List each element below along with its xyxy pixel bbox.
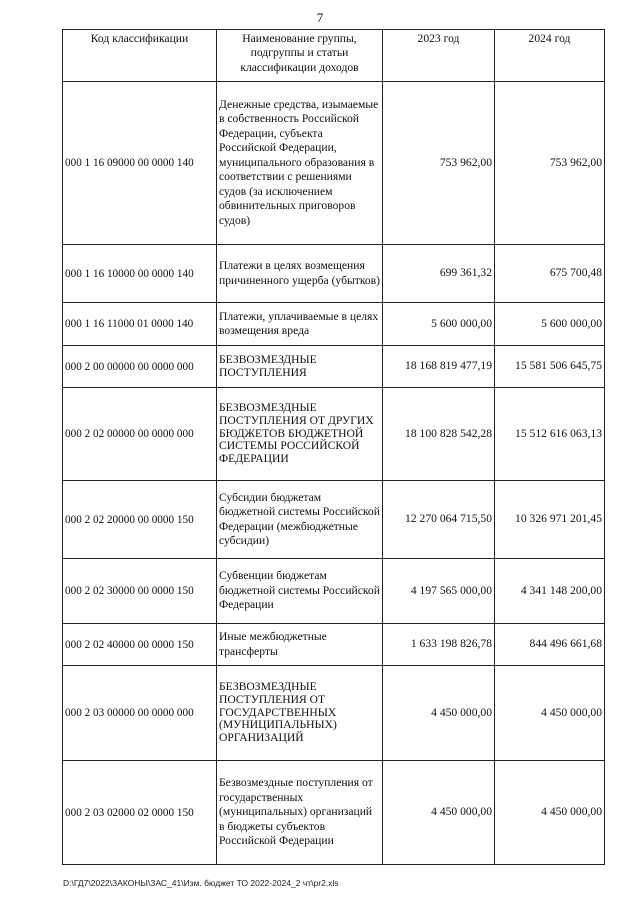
row-code: 000 1 16 10000 00 0000 140 — [63, 245, 217, 303]
revenue-table — [62, 29, 605, 865]
row-value-2023: 5 600 000,00 — [383, 303, 495, 346]
row-value-2024: 10 326 971 201,45 — [495, 481, 605, 559]
page-number: 7 — [316, 10, 324, 25]
row-value-2024: 15 512 616 063,13 — [495, 388, 605, 481]
row-value-2023: 4 197 565 000,00 — [383, 559, 495, 624]
row-code: 000 1 16 11000 01 0000 140 — [63, 303, 217, 346]
table-row — [63, 761, 605, 865]
row-code: 000 2 03 02000 02 0000 150 — [63, 761, 217, 865]
header-code: Код классификации — [63, 30, 217, 82]
row-name: Безвозмездные поступления от государственных (муниципальных) организаций в бюджеты субъектов Российской Федерации — [217, 761, 383, 865]
row-value-2024: 5 600 000,00 — [495, 303, 605, 346]
header-name: Наименование группы, подгруппы и статьи классификации доходов — [217, 30, 383, 82]
row-value-2023: 1 633 198 826,78 — [383, 624, 495, 666]
table-row — [63, 245, 605, 303]
row-code: 000 1 16 09000 00 0000 140 — [63, 82, 217, 245]
row-value-2024: 753 962,00 — [495, 82, 605, 245]
row-value-2024: 4 341 148 200,00 — [495, 559, 605, 624]
table-row — [63, 82, 605, 245]
row-name: Денежные средства, изымаемые в собственность Российской Федерации, субъекта Российской Федерации, муниципального образования в соответствии с решениями судов (за исключением обвинительных приговоров судов) — [217, 82, 383, 245]
row-value-2023: 4 450 000,00 — [383, 666, 495, 761]
table-row — [63, 666, 605, 761]
row-name: Субсидии бюджетам бюджетной системы Российской Федерации (межбюджетные субсидии) — [217, 481, 383, 559]
row-code: 000 2 02 20000 00 0000 150 — [63, 481, 217, 559]
table-row — [63, 624, 605, 666]
row-name: Иные межбюджетные трансферты — [217, 624, 383, 666]
row-value-2023: 18 168 819 477,19 — [383, 346, 495, 388]
table-row — [63, 346, 605, 388]
row-name: Платежи в целях возмещения причиненного ущерба (убытков) — [217, 245, 383, 303]
table-row — [63, 481, 605, 559]
row-value-2024: 4 450 000,00 — [495, 761, 605, 865]
file-path-footer: D:\ГД7\2022\ЗАКОНЫ\ЗАС_41\Изм. бюджет ТО 2022-2024_2 чт\pr2.xls — [63, 878, 339, 888]
row-code: 000 2 00 00000 00 0000 000 — [63, 346, 217, 388]
row-name: БЕЗВОЗМЕЗДНЫЕ ПОСТУПЛЕНИЯ — [217, 346, 383, 388]
row-value-2023: 753 962,00 — [383, 82, 495, 245]
row-value-2024: 675 700,48 — [495, 245, 605, 303]
table-header-row — [63, 30, 605, 82]
row-name: Платежи, уплачиваемые в целях возмещения вреда — [217, 303, 383, 346]
header-2024: 2024 год — [495, 30, 605, 82]
header-2023: 2023 год — [383, 30, 495, 82]
row-code: 000 2 02 30000 00 0000 150 — [63, 559, 217, 624]
row-code: 000 2 02 00000 00 0000 000 — [63, 388, 217, 481]
table-row — [63, 559, 605, 624]
row-value-2024: 844 496 661,68 — [495, 624, 605, 666]
row-value-2024: 4 450 000,00 — [495, 666, 605, 761]
row-name: БЕЗВОЗМЕЗДНЫЕ ПОСТУПЛЕНИЯ ОТ ДРУГИХ БЮДЖЕТОВ БЮДЖЕТНОЙ СИСТЕМЫ РОССИЙСКОЙ ФЕДЕРАЦИИ — [217, 388, 383, 481]
row-name: Субвенции бюджетам бюджетной системы Российской Федерации — [217, 559, 383, 624]
row-code: 000 2 02 40000 00 0000 150 — [63, 624, 217, 666]
row-name: БЕЗВОЗМЕЗДНЫЕ ПОСТУПЛЕНИЯ ОТ ГОСУДАРСТВЕННЫХ (МУНИЦИПАЛЬНЫХ) ОРГАНИЗАЦИЙ — [217, 666, 383, 761]
row-value-2023: 18 100 828 542,28 — [383, 388, 495, 481]
row-value-2023: 4 450 000,00 — [383, 761, 495, 865]
row-value-2024: 15 581 506 645,75 — [495, 346, 605, 388]
table-row — [63, 388, 605, 481]
row-code: 000 2 03 00000 00 0000 000 — [63, 666, 217, 761]
table-row — [63, 303, 605, 346]
row-value-2023: 699 361,32 — [383, 245, 495, 303]
row-value-2023: 12 270 064 715,50 — [383, 481, 495, 559]
